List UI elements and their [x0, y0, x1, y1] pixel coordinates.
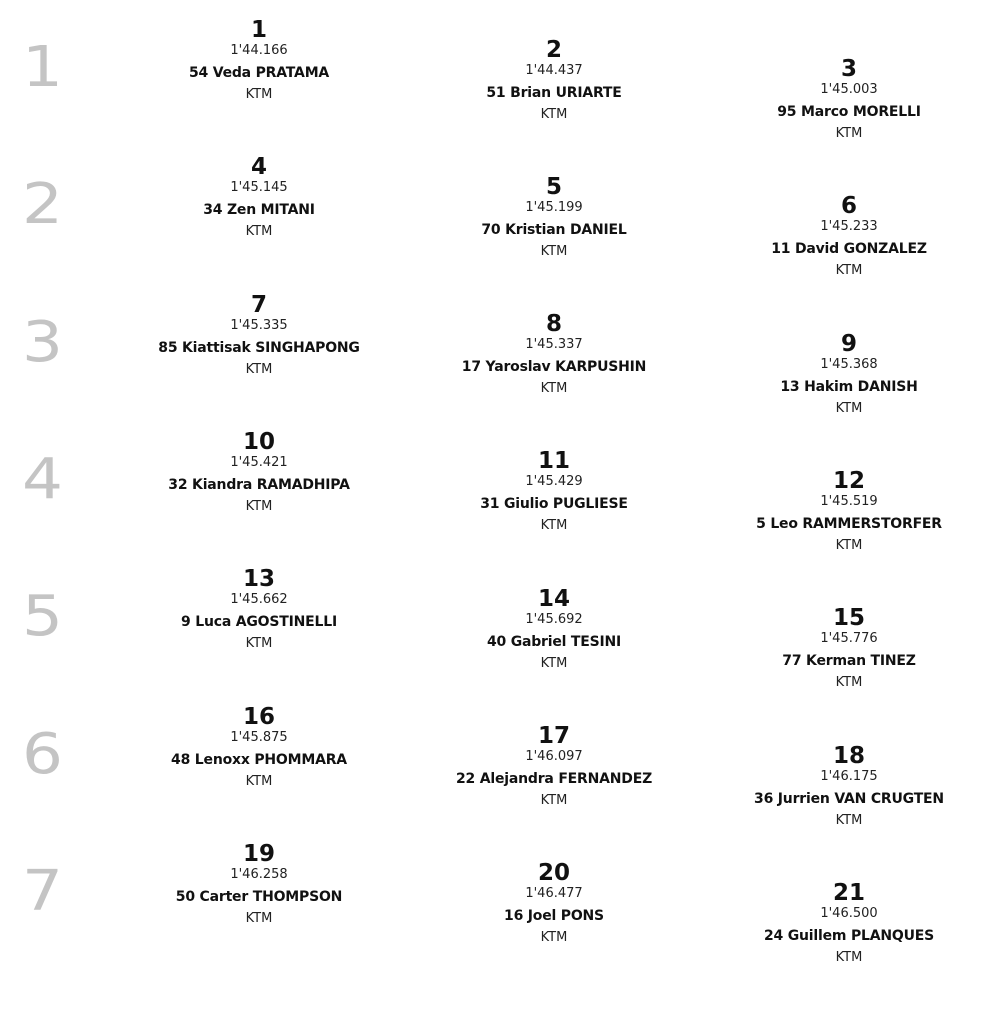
lap-time: 1'45.233 [820, 219, 878, 235]
grid-slot [714, 332, 981, 416]
team-name: KTM [540, 518, 568, 534]
team-name: KTM [835, 263, 863, 279]
team-name: KTM [540, 381, 568, 397]
team-name: KTM [835, 537, 863, 553]
grid-slot [419, 587, 689, 671]
lap-time: 1'46.175 [820, 768, 878, 784]
grid-row-number: 5 [22, 584, 63, 650]
team-name: KTM [540, 655, 568, 671]
grid-row-number: 6 [22, 721, 63, 787]
grid-slot [124, 18, 394, 102]
lap-time: 1'46.097 [525, 749, 583, 764]
lap-time: 1'44.166 [230, 43, 288, 58]
lap-time: 1'46.500 [820, 905, 878, 921]
team-name: KTM [245, 498, 273, 514]
grid-slot [419, 38, 689, 122]
grid-row-number: 1 [22, 35, 63, 100]
team-name: KTM [540, 793, 568, 808]
lap-time: 1'45.776 [820, 631, 878, 647]
grid-row-number: 4 [22, 446, 63, 512]
grid-position: 19 [242, 840, 275, 867]
rider-name: 85 Kiattisak SINGHAPONG [158, 339, 360, 356]
grid-slot [714, 57, 981, 141]
grid-position: 13 [242, 566, 275, 593]
lap-time: 1'45.335 [230, 317, 288, 333]
grid-slot [124, 155, 394, 239]
grid-position: 3 [840, 56, 857, 82]
rider-name: 34 Zen MITANI [203, 202, 315, 219]
grid-slot [419, 175, 689, 259]
grid-row-number: 2 [22, 172, 63, 238]
grid-slot [714, 606, 981, 690]
grid-slot [124, 430, 394, 514]
lap-time: 1'46.477 [525, 886, 583, 902]
rider-name: 54 Veda PRATAMA [188, 65, 330, 81]
grid-position: 2 [545, 36, 562, 63]
team-name: KTM [245, 910, 273, 926]
lap-time: 1'45.199 [525, 199, 583, 215]
lap-time: 1'44.437 [525, 62, 583, 78]
grid-position: 12 [832, 467, 865, 494]
lap-time: 1'45.875 [230, 729, 288, 745]
team-name: KTM [835, 400, 863, 416]
grid-position: 10 [242, 428, 275, 455]
grid-slot [124, 842, 394, 926]
grid-position: 8 [545, 311, 562, 338]
grid-position: 17 [537, 723, 570, 749]
rider-name: 17 Yaroslav KARPUSHIN [461, 359, 647, 376]
grid-position: 15 [832, 605, 865, 632]
lap-time: 1'45.003 [820, 82, 878, 97]
lap-time: 1'46.258 [230, 866, 288, 882]
grid-position: 11 [537, 448, 570, 475]
grid-position: 18 [832, 742, 865, 769]
rider-name: 24 Guillem PLANQUES [763, 927, 935, 944]
grid-slot [714, 744, 981, 828]
rider-name: 16 Joel PONS [504, 908, 604, 925]
grid-slot [714, 194, 981, 278]
grid-position: 21 [832, 879, 865, 906]
team-name: KTM [245, 87, 273, 102]
rider-name: 11 David GONZALEZ [771, 241, 927, 258]
rider-name: 51 Brian URIARTE [486, 84, 622, 101]
grid-slot [124, 293, 394, 377]
team-name: KTM [835, 675, 863, 691]
rider-name: 13 Hakim DANISH [780, 378, 918, 395]
grid-slot [419, 449, 689, 533]
grid-slot [419, 312, 689, 396]
grid-slot [419, 724, 689, 808]
team-name: KTM [540, 930, 568, 946]
grid-position: 16 [242, 703, 275, 730]
team-name: KTM [245, 773, 273, 789]
grid-slot [714, 469, 981, 553]
lap-time: 1'45.337 [525, 337, 583, 353]
rider-name: 31 Giulio PUGLIESE [480, 496, 628, 513]
lap-time: 1'45.145 [230, 180, 288, 196]
rider-name: 70 Kristian DANIEL [481, 221, 627, 238]
rider-name: 36 Jurrien VAN CRUGTEN [754, 790, 944, 807]
grid-position: 6 [840, 193, 857, 220]
lap-time: 1'45.368 [820, 356, 878, 372]
lap-time: 1'45.662 [230, 592, 288, 608]
grid-slot [714, 881, 981, 965]
rider-name: 5 Leo RAMMERSTORFER [756, 515, 942, 532]
team-name: KTM [245, 361, 273, 377]
rider-name: 48 Lenoxx PHOMMARA [171, 751, 347, 768]
rider-name: 95 Marco MORELLI [777, 104, 921, 120]
grid-position: 1 [250, 17, 267, 43]
grid-slot [124, 567, 394, 651]
rider-name: 9 Luca AGOSTINELLI [181, 614, 337, 631]
team-name: KTM [835, 126, 863, 141]
grid-position: 9 [840, 330, 857, 357]
rider-name: 77 Kerman TINEZ [782, 653, 916, 670]
grid-position: 4 [250, 154, 267, 181]
grid-row-number: 3 [22, 309, 63, 375]
lap-time: 1'45.429 [525, 474, 583, 490]
team-name: KTM [835, 949, 863, 965]
grid-position: 5 [545, 173, 562, 200]
rider-name: 22 Alejandra FERNANDEZ [455, 771, 653, 787]
rider-name: 50 Carter THOMPSON [175, 888, 343, 905]
grid-slot [124, 705, 394, 789]
team-name: KTM [835, 812, 863, 828]
grid-position: 7 [250, 291, 267, 318]
grid-position: 20 [537, 860, 570, 887]
grid-position: 14 [537, 585, 570, 612]
rider-name: 32 Kiandra RAMADHIPA [168, 476, 350, 493]
team-name: KTM [540, 243, 568, 259]
team-name: KTM [245, 636, 273, 652]
lap-time: 1'45.692 [525, 611, 583, 627]
lap-time: 1'45.421 [230, 454, 288, 470]
team-name: KTM [540, 106, 568, 122]
lap-time: 1'45.519 [820, 493, 878, 509]
grid-slot [419, 861, 689, 945]
grid-row-number: 7 [22, 858, 63, 924]
rider-name: 40 Gabriel TESINI [486, 633, 622, 650]
team-name: KTM [245, 224, 273, 240]
